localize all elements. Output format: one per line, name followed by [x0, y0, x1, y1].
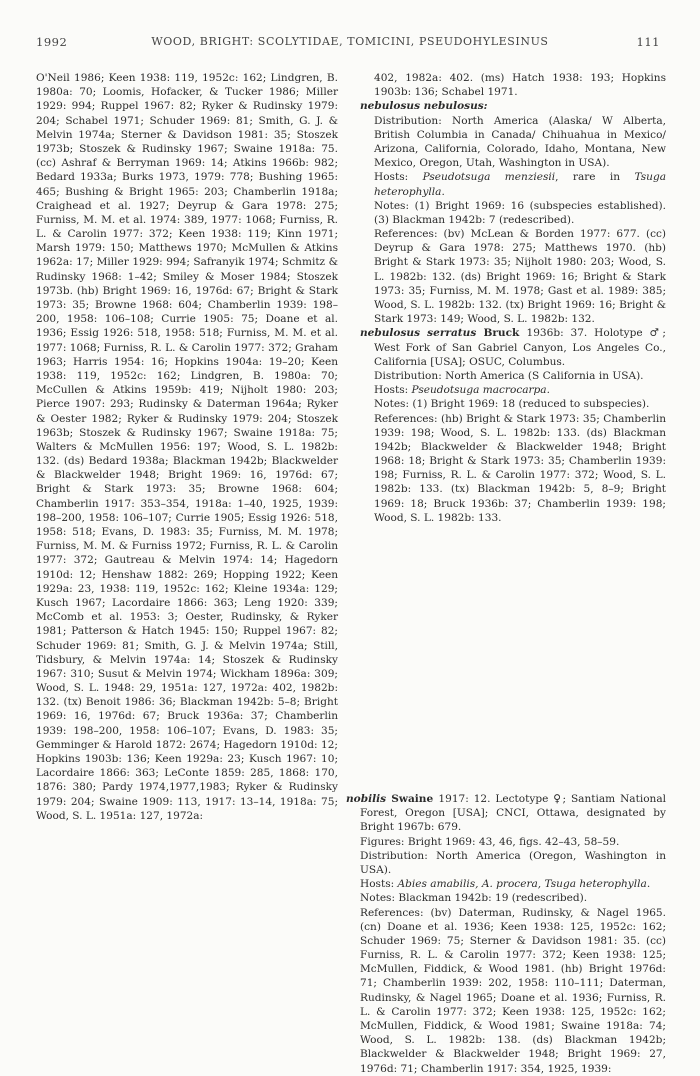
nobilis-hosts: Hosts: Abies amabilis, A. procera, Tsuga heterophylla.: [360, 878, 651, 891]
references-continued: O'Neil 1986; Keen 1938: 119, 1952c: 162; Lindgren, B. 1980a: 70; Loomis, Hofacker, & Tucker 1986; Miller 1929: 994; Ruppel 1967: 82; Ryker & Rudinsky 1979: 204; Schabel 1971; Schuder 1969: 81; Smith, G. J. & Melvin 1974a; Sterner & Davidson 1981: 35; Stoszek 1973b; Stoszek & Rudinsky 1967; Swaine 1918a: 75. (cc) Ashraf & Berryman 1969: 14; Atkins 1966b: 982; Bedard 1933a; Burks 1973, 1979: 778; Bushing 1965: 465; Bushing & Bright 1965: 203; Chamberlin 1918a; Craighead et al. 1927; Deyrup & Gara 1978: 275; Furniss, M. M. et al. 1974: 389, 1977: 1068; Furniss, R. L. & Carolin 1977: 372; Keen 1938: 119; Kinn 1971; Marsh 1979: 150; Matthews 1970; McMullen & Atkins 1962a: 17; Miller 1929: 994; Safranyik 1974; Schmitz & Rudinsky 1968: 1–42; Smiley & Moser 1984; Stoszek 1973b. (hb) Bright 1969: 16, 1976d: 67; Bright & Stark 1973: 35; Browne 1968: 604; Chamberlin 1939: 198–200, 1958: 106–108; Currie 1905: 75; Doane et al. 1936; Essig 1926: 518, 1958: 518; Furniss, M. M. et al. 1977: 1068; Furniss, R. L. & Carolin 1977: 372; Graham 1963; Harris 1954: 16; Hopkins 1904a: 19–20; Keen 1938: 119, 1952c: 162; Lindgren, B. 1980a: 70; McCullen & Atkins 1959b: 419; Nijholt 1980: 203; Pierce 1907: 293; Rudinsky & Daterman 1964a; Ryker & Oester 1982; Ryker & Rudinsky 1979: 204; Stoszek 1963b; Stoszek & Rudinsky 1967; Swaine 1918a: 75; Walters & McMullen 1956: 197; Wood, S. L. 1982b: 132. (ds) Bedard 1938a; Blackman 1942b; Blackwelder & Blackwelder 1948; Bright 1969: 16, 1976d: 67; Bright & Stark 1973: 35; Browne 1968: 604; Chamberlin 1917: 353–354, 1918a: 1–40, 1925, 1939: 198–200, 1958: 106–107; Currie 1905; Essig 1926: 518, 1958: 518; Evans, D. 1983: 35; Furniss, M. M. 1978; Furniss, M. M. & Furniss 1972; Furniss, R. L. & Carolin 1977: 372; Gautreau & Melvin 1974: 14; Hagedorn 1910d: 12; Henshaw 1882: 269; Hopping 1922; Keen 1929a: 23, 1938: 119, 1952c: 162; Kleine 1934a: 129; Kusch 1967; Lacordaire 1866: 363; Leng 1920: 339; McComb et al. 1953: 3; Oester, Rudinsky, & Ryker 1981; Patterson & Hatch 1945: 150; Ruppel 1967: 82; Schuder 1969: 81; Smith, G. J. & Melvin 1974a; Still, Tidsbury, & Melvin 1974a: 14; Stoszek & Rudinsky 1967: 310; Susut & Melvin 1974; Wickham 1896a: 309; Wood, S. L. 1948: 29, 1951a: 127, 1972a: 402, 1982b: 132. (tx) Benoit 1986: 36; Blackman 1942b: 5–8; Bright 1969: 16, 1976d: 67; Bruck 1936a: 37; Chamberlin 1939: 198–200, 1958: 106–107; Evans, D. 1983: 35; Gemminger & Harold 1872: 2674; Hagedorn 1910d: 12; Hopkins 1903b: 136; Keen 1929a: 23; Kusch 1967: 10; Lacordaire 1866: 363; LeConte 1859: 285, 1868: 170, 1876: 380; Pardy 1974,1977,1983; Ryker & Rudinsky 1979: 204; Swaine 1909: 113, 1917: 13–14, 1918a: 75; Wood, S. L. 1951a: 127, 1972a:: [36, 72, 338, 822]
left-column: [36, 71, 338, 823]
nebulosus-notes: Notes: (1) Bright 1969: 16 (subspecies established). (3) Blackman 1942b: 7 (redescribed).: [374, 199, 666, 226]
page-number: 111: [636, 35, 660, 49]
nobilis-figures: Figures: Bright 1969: 43, 46, figs. 42–43, 58–59.: [360, 835, 620, 848]
right-column: [360, 71, 666, 525]
taxon-entry-serratus: nebulosus serratus Bruck 1936b: 37. Holotype ♂; West Fork of San Gabriel Canyon, Los Angeles Co., California [USA]; OSUC, Columbus.: [360, 327, 666, 368]
nebulosus-references: References: (bv) McLean & Borden 1977: 677. (cc) Deyrup & Gara 1978: 275; Matthews 1970. (hb) Bright & Stark 1973: 35; Nijholt 1980: 203; Wood, S. L. 1982b: 132. (ds) Bright 1969: 16; Bright & Stark 1973: 35; Furniss, M. M. 1978; Gast et al. 1989: 385; Wood, S. L. 1982b: 132. (tx) Bright 1969: 16; Bright & Stark 1973: 149; Wood, S. L. 1982b: 132.: [374, 228, 666, 326]
taxon-heading-nebulosus: nebulosus nebulosus:: [360, 100, 488, 113]
nobilis-distribution: Distribution: North America (Oregon, Washington in USA).: [360, 849, 666, 876]
nobilis-block: [346, 792, 666, 1076]
nobilis-notes: Notes: Blackman 1942b: 19 (redescribed).: [360, 892, 588, 905]
year: 1992: [36, 35, 68, 49]
serratus-distribution: Distribution: North America (S California in USA).: [374, 369, 644, 382]
nobilis-references: References: (bv) Daterman, Rudinsky, & Nagel 1965. (cn) Doane et al. 1936; Keen 1938: 125, 1952c: 162; Schuder 1969: 75; Sterner & Davidson 1981: 35. (cc) Furniss, R. L. & Carolin 1977: 372; Keen 1938: 125; McMullen, Fiddick, & Wood 1981. (hb) Bright 1976d: 71; Chamberlin 1939: 202, 1958: 110–111; Daterman, Rudinsky, & Nagel 1965; Doane et al. 1936; Furniss, R. L. & Carolin 1977: 372; Keen 1938: 125, 1952c: 162; McMullen, Fiddick, & Wood 1981; Swaine 1918a: 74; Wood, S. L. 1982b: 138. (ds) Blackman 1942b; Blackwelder & Blackwelder 1948; Bright 1969: 27, 1976d: 71; Chamberlin 1917: 354, 1925, 1939:: [360, 906, 666, 1075]
nebulosus-distribution: Distribution: North America (Alaska/ W Alberta, British Columbia in Canada/ Chihuahua in Mexico/ Arizona, California, Colorado, Idaho, Montana, New Mexico, Oregon, Utah, Washington in USA).: [374, 114, 666, 170]
nebulosus-hosts: Hosts: Pseudotsuga menziesii, rare in Tsuga heterophylla.: [374, 171, 666, 198]
running-title: WOOD, BRIGHT: SCOLYTIDAE, TOMICINI, PSEUDOHYLESINUS: [151, 35, 549, 48]
serratus-notes: Notes: (1) Bright 1969: 18 (reduced to subspecies).: [374, 398, 650, 411]
serratus-references: References: (hb) Bright & Stark 1973: 35; Chamberlin 1939: 198; Wood, S. L. 1982b: 133. (ds) Blackman 1942b; Blackwelder & Blackwelder 1948; Bright 1968: 18; Bright & Stark 1973: 35; Chamberlin 1939: 198; Furniss, R. L. & Carolin 1977: 372; Wood, S. L. 1982b: 133. (tx) Blackman 1942b: 5, 8–9; Bright 1969: 18; Bruck 1936b: 37; Chamberlin 1939: 198; Wood, S. L. 1982b: 133.: [374, 412, 666, 524]
serratus-hosts: Hosts: Pseudotsuga macrocarpa.: [374, 384, 550, 397]
references-continued-right: 402, 1982a: 402. (ms) Hatch 1938: 193; Hopkins 1903b: 136; Schabel 1971.: [374, 72, 666, 99]
taxon-entry-nobilis: nobilis Swaine 1917: 12. Lectotype ♀; Santiam National Forest, Oregon [USA]; CNCI, Ottawa, designated by Bright 1967b: 679.: [346, 793, 666, 834]
